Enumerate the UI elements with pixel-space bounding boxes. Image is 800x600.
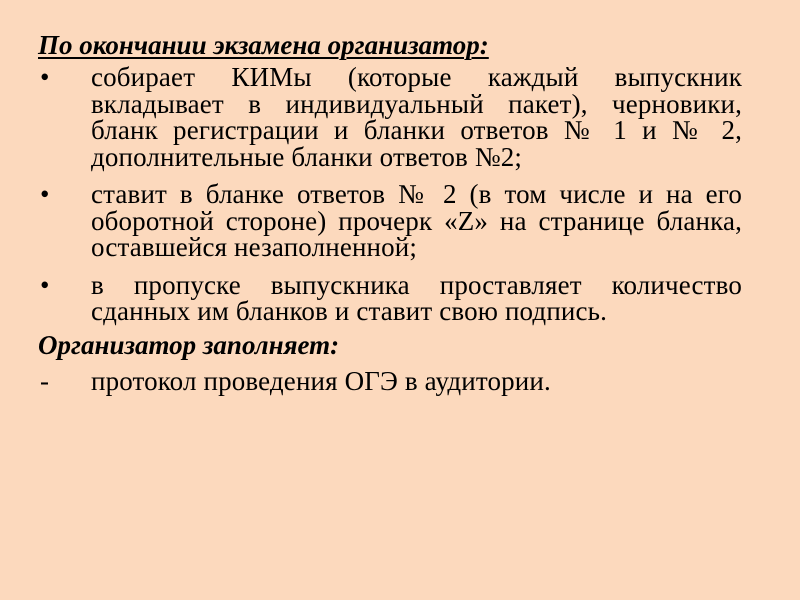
list-item-text: в пропуске выпускника проставляет количество сданных им бланков и ставит свою подпись.	[91, 269, 742, 326]
bullet-marker: •	[40, 179, 50, 209]
list-item-text: собирает КИМы (которые каждый выпускник вкладывает в индивидуальный пакет), черновики, бланк регистрации и бланки ответов № 1 и № 2, дополнительные бланки ответов №2;	[91, 62, 742, 172]
list-item-text: протокол проведения ОГЭ в аудитории.	[91, 365, 551, 396]
list-item	[38, 64, 742, 170]
dash-marker: -	[40, 365, 50, 396]
list-item	[38, 365, 742, 396]
organizer-duties-list	[38, 64, 742, 325]
bullet-marker: •	[40, 62, 50, 92]
organizer-fills-list	[38, 365, 742, 396]
list-item	[38, 181, 742, 261]
bullet-marker: •	[40, 269, 50, 300]
section-heading-organizer-fills: Организатор заполняет:	[38, 329, 340, 360]
section-heading-after-exam: По окончании экзамена организатор:	[38, 30, 489, 60]
slide-content	[38, 30, 742, 394]
list-item	[38, 269, 742, 326]
list-item-text: ставит в бланке ответов № 2 (в том числе и на его оборотной стороне) прочерк «Z» на странице бланка, оставшейся незаполненной;	[91, 179, 742, 262]
